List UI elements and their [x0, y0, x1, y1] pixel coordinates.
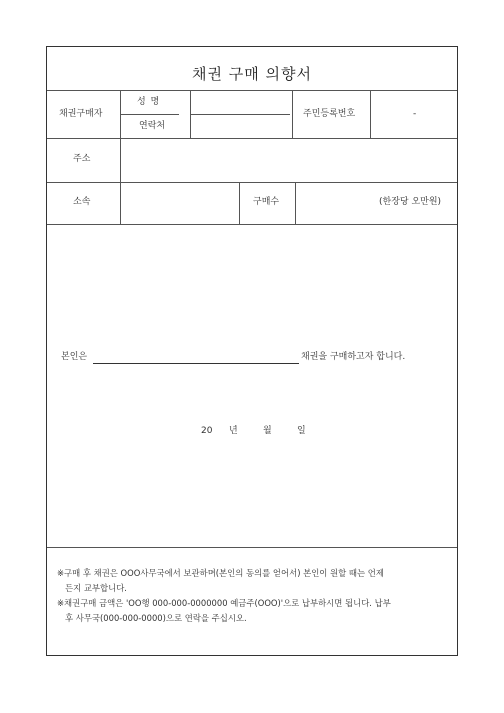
notes-section	[57, 566, 452, 626]
unit-note: (한장당 오만원)	[379, 197, 442, 207]
divider-affiliation	[47, 224, 457, 225]
name-label: 성 명	[137, 97, 161, 107]
affiliation-label: 소속	[73, 197, 91, 207]
vline-resident-label	[370, 90, 371, 138]
contact-label: 연락처	[139, 121, 166, 131]
divider-name-contact	[120, 114, 179, 115]
note-line: 후 사무국(000-000-0000)으로 연락을 주십시오.	[65, 613, 247, 623]
purchase-intent-form	[46, 46, 458, 656]
vline-name-label	[190, 90, 191, 138]
note-line: ※채권구매 금액은 'OO행 000-000-0000000 예금주(OOO)'으로 납부하시면 됩니다. 납부	[57, 598, 391, 608]
note-line: ※구매 후 채권은 OOO사무국에서 보관하며(본인의 동의를 얻어서) 본인이 원할 때는 언제	[57, 568, 384, 578]
date-year: 년	[229, 426, 238, 436]
resident-number-label: 주민등록번호	[303, 109, 356, 119]
vline-label-column	[120, 90, 121, 224]
purchase-count-label: 구매수	[253, 197, 280, 207]
date-day: 일	[297, 426, 306, 436]
divider-buyer	[47, 138, 457, 139]
divider-notes	[47, 547, 457, 548]
divider-title	[47, 90, 457, 91]
address-label: 주소	[73, 154, 91, 164]
divider-name-contact-value	[190, 114, 290, 115]
note-line: 든지 교부합니다.	[65, 583, 127, 593]
vline-purchase-label	[295, 182, 296, 224]
buyer-label: 채권구매자	[59, 109, 103, 119]
statement-prefix: 본인은	[61, 352, 88, 362]
form-title: 채권 구매 의향서	[192, 65, 312, 83]
bond-name-blank	[93, 363, 299, 364]
statement-suffix: 채권을 구매하고자 합니다.	[301, 352, 406, 362]
vline-name-value	[292, 90, 293, 138]
date-month: 월	[263, 426, 272, 436]
date-year-prefix: 20	[201, 426, 213, 436]
divider-address	[47, 182, 457, 183]
resident-number-value: -	[413, 109, 417, 119]
vline-affiliation-value	[239, 182, 240, 224]
